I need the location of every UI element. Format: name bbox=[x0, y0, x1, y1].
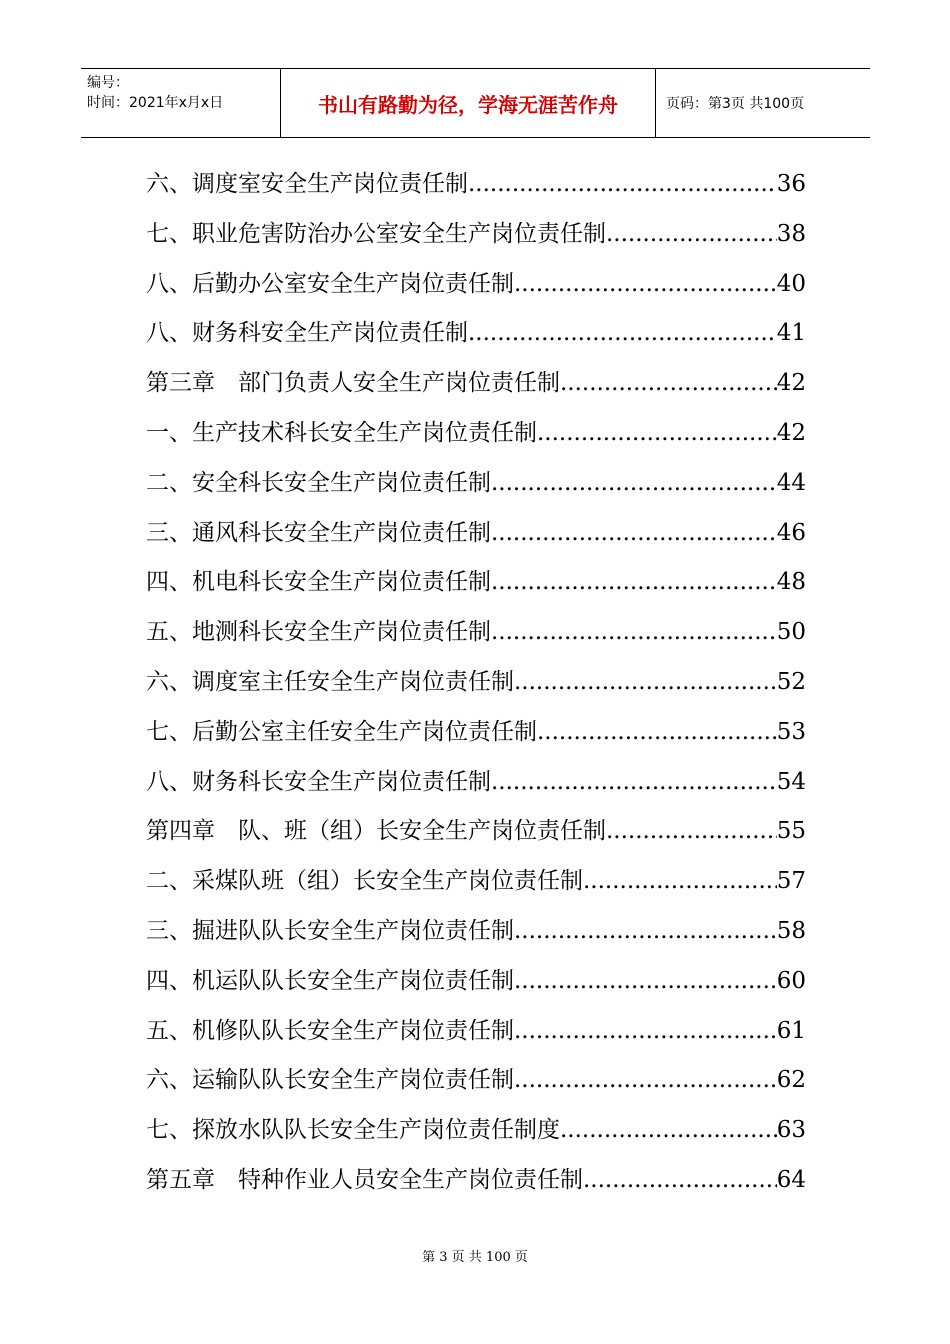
toc-leader-dots bbox=[560, 1106, 777, 1156]
toc-entry-title: 第三章 部门负责人安全生产岗位责任制 bbox=[146, 370, 560, 397]
toc-entry-page: 55 bbox=[776, 818, 806, 845]
toc-entry-title: 七、职业危害防治办公室安全生产岗位责任制 bbox=[146, 220, 606, 247]
toc-leader-dots bbox=[606, 807, 777, 857]
toc-entry-title: 二、采煤队班（组）长安全生产岗位责任制 bbox=[146, 868, 583, 895]
toc-entry[interactable] bbox=[146, 1156, 806, 1206]
toc-entry-title: 八、后勤办公室安全生产岗位责任制 bbox=[146, 270, 514, 297]
toc-leader-dots bbox=[514, 1007, 777, 1057]
toc-leader-dots bbox=[537, 708, 777, 758]
toc-entry-title: 三、掘进队队长安全生产岗位责任制 bbox=[146, 917, 514, 944]
toc-entry[interactable] bbox=[146, 758, 806, 808]
toc-entry[interactable] bbox=[146, 708, 806, 758]
toc-entry[interactable] bbox=[146, 1007, 806, 1057]
toc-entry[interactable] bbox=[146, 658, 806, 708]
toc-entry[interactable] bbox=[146, 1106, 806, 1156]
toc-leader-dots bbox=[514, 260, 777, 310]
toc-entry-page: 57 bbox=[776, 868, 806, 895]
header-motto: 书山有路勤为径，学海无涯苦作舟 bbox=[281, 69, 656, 137]
toc-leader-dots bbox=[583, 1156, 777, 1206]
toc-leader-dots bbox=[606, 210, 777, 260]
toc-entry-title: 八、财务科安全生产岗位责任制 bbox=[146, 320, 468, 347]
toc-leader-dots bbox=[491, 509, 777, 559]
page-header bbox=[81, 68, 870, 138]
toc-leader-dots bbox=[491, 758, 777, 808]
toc-entry[interactable] bbox=[146, 558, 806, 608]
toc-leader-dots bbox=[468, 309, 777, 359]
toc-entry-title: 七、探放水队队长安全生产岗位责任制度 bbox=[146, 1117, 560, 1144]
toc-leader-dots bbox=[514, 1056, 777, 1106]
toc-entry-title: 六、运输队队长安全生产岗位责任制 bbox=[146, 1067, 514, 1094]
toc-leader-dots bbox=[491, 558, 777, 608]
toc-leader-dots bbox=[514, 907, 777, 957]
toc-entry-page: 48 bbox=[776, 569, 806, 596]
toc-entry-title: 二、安全科长安全生产岗位责任制 bbox=[146, 469, 491, 496]
toc-entry-title: 五、机修队队长安全生产岗位责任制 bbox=[146, 1017, 514, 1044]
toc-entry[interactable] bbox=[146, 857, 806, 907]
toc-entry[interactable] bbox=[146, 509, 806, 559]
toc-entry-page: 53 bbox=[776, 718, 806, 745]
toc-entry-title: 四、机运队队长安全生产岗位责任制 bbox=[146, 967, 514, 994]
toc-leader-dots bbox=[491, 608, 777, 658]
toc-entry[interactable] bbox=[146, 1056, 806, 1106]
toc-entry-title: 四、机电科长安全生产岗位责任制 bbox=[146, 569, 491, 596]
toc-entry-page: 50 bbox=[776, 619, 806, 646]
toc-entry-page: 63 bbox=[776, 1117, 806, 1144]
table-of-contents bbox=[146, 160, 806, 1206]
toc-entry[interactable] bbox=[146, 160, 806, 210]
toc-entry-page: 41 bbox=[776, 320, 806, 347]
toc-entry[interactable] bbox=[146, 459, 806, 509]
toc-entry-page: 38 bbox=[776, 220, 806, 247]
toc-entry[interactable] bbox=[146, 210, 806, 260]
toc-entry-page: 46 bbox=[776, 519, 806, 546]
toc-entry-page: 42 bbox=[776, 370, 806, 397]
toc-entry[interactable] bbox=[146, 409, 806, 459]
toc-entry-title: 六、调度室主任安全生产岗位责任制 bbox=[146, 668, 514, 695]
toc-entry[interactable] bbox=[146, 608, 806, 658]
document-time: 时间：2021年x月x日 bbox=[87, 95, 224, 111]
toc-entry[interactable] bbox=[146, 260, 806, 310]
toc-leader-dots bbox=[468, 160, 777, 210]
toc-entry-title: 一、生产技术科长安全生产岗位责任制 bbox=[146, 419, 537, 446]
toc-entry[interactable] bbox=[146, 907, 806, 957]
toc-entry-title: 七、后勤公室主任安全生产岗位责任制 bbox=[146, 718, 537, 745]
toc-entry-page: 61 bbox=[776, 1017, 806, 1044]
toc-leader-dots bbox=[537, 409, 777, 459]
toc-entry-page: 40 bbox=[776, 270, 806, 297]
toc-entry-title: 第五章 特种作业人员安全生产岗位责任制 bbox=[146, 1166, 583, 1193]
toc-entry[interactable] bbox=[146, 309, 806, 359]
toc-entry-title: 八、财务科长安全生产岗位责任制 bbox=[146, 768, 491, 795]
header-page-info: 页码：第3页 共100页 bbox=[666, 96, 805, 112]
toc-entry[interactable] bbox=[146, 807, 806, 857]
toc-entry-page: 52 bbox=[776, 668, 806, 695]
toc-leader-dots bbox=[514, 957, 777, 1007]
toc-leader-dots bbox=[514, 658, 777, 708]
toc-entry-page: 60 bbox=[776, 967, 806, 994]
toc-entry-page: 44 bbox=[776, 469, 806, 496]
toc-entry[interactable] bbox=[146, 359, 806, 409]
toc-entry-page: 42 bbox=[776, 419, 806, 446]
toc-entry-page: 36 bbox=[776, 171, 806, 197]
toc-entry-title: 五、地测科长安全生产岗位责任制 bbox=[146, 619, 491, 646]
header-meta bbox=[81, 69, 281, 137]
toc-entry[interactable] bbox=[146, 957, 806, 1007]
toc-entry-page: 58 bbox=[776, 917, 806, 944]
toc-entry-page: 62 bbox=[776, 1067, 806, 1094]
toc-leader-dots bbox=[491, 459, 777, 509]
toc-entry-title: 六、调度室安全生产岗位责任制 bbox=[146, 171, 468, 197]
toc-entry-title: 第四章 队、班（组）长安全生产岗位责任制 bbox=[146, 818, 606, 845]
toc-leader-dots bbox=[560, 359, 777, 409]
document-number-label: 编号： bbox=[87, 75, 129, 91]
toc-leader-dots bbox=[583, 857, 777, 907]
page-footer: 第 3 页 共 100 页 bbox=[422, 1250, 528, 1265]
toc-entry-title: 三、通风科长安全生产岗位责任制 bbox=[146, 519, 491, 546]
toc-entry-page: 64 bbox=[776, 1166, 806, 1193]
toc-entry-page: 54 bbox=[776, 768, 806, 795]
